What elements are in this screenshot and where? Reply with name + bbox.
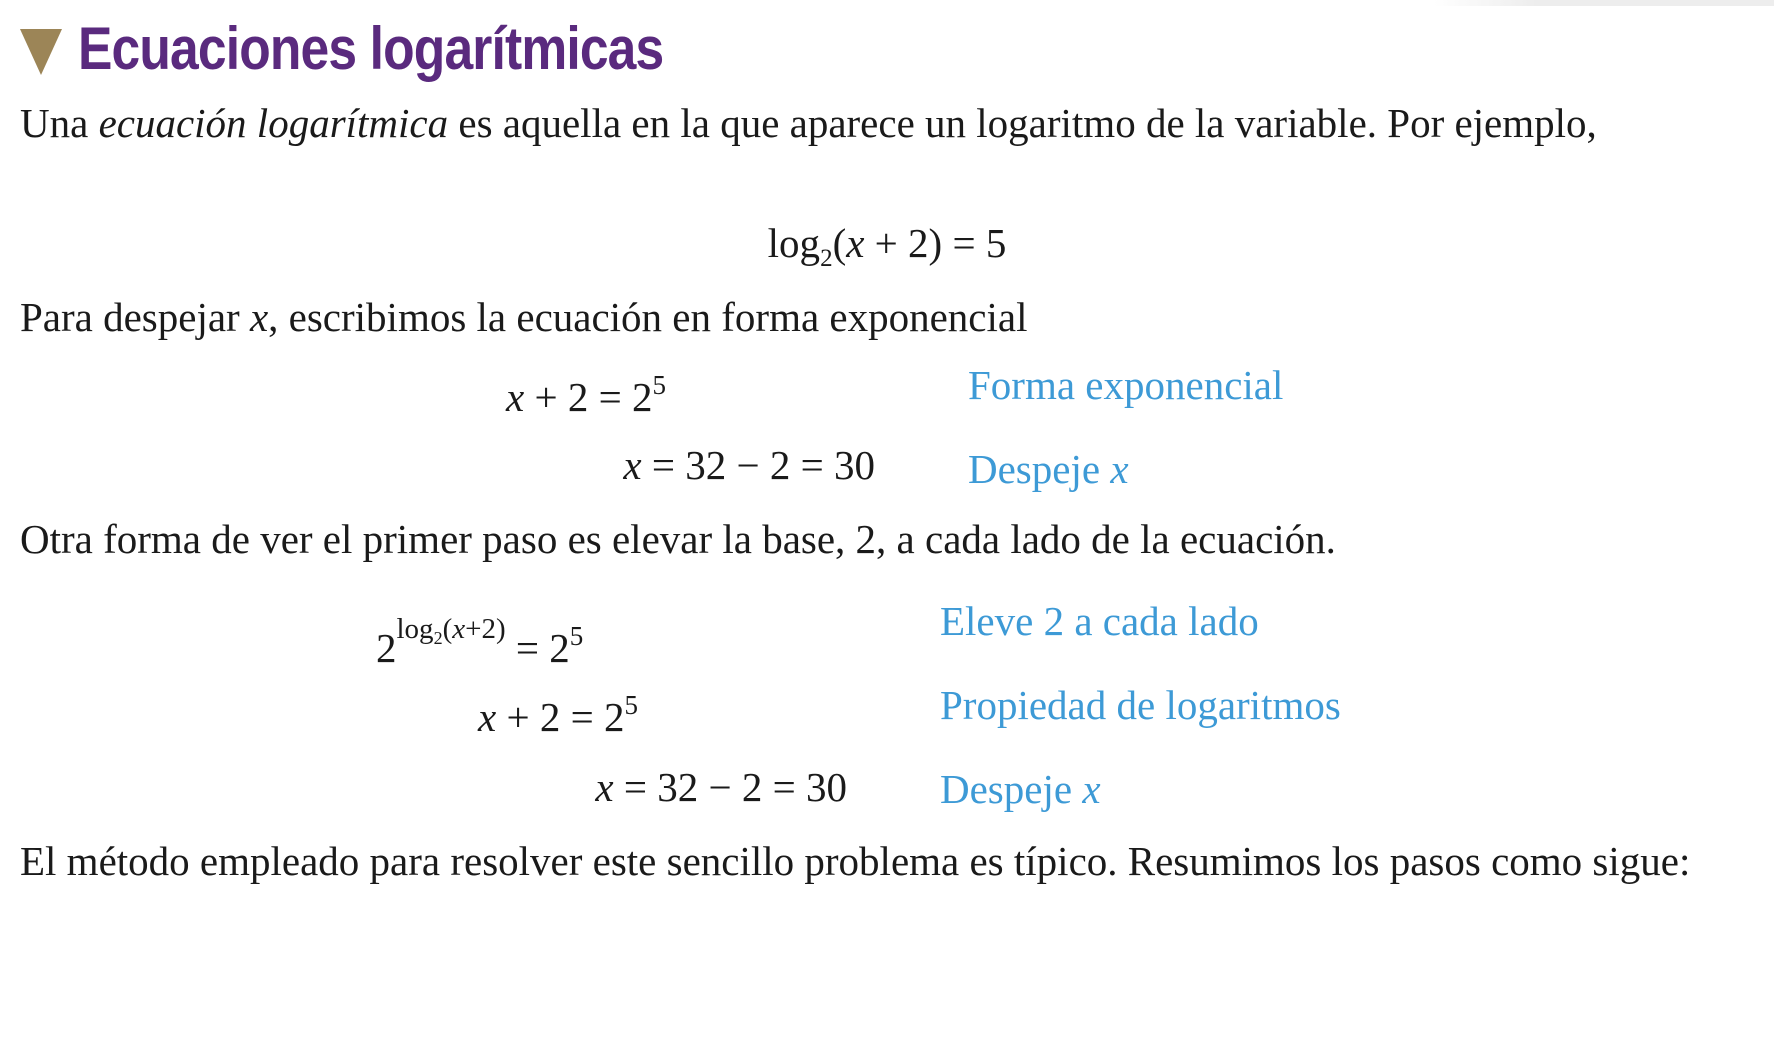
solve-paragraph — [20, 290, 1710, 344]
alt-step3-var: x — [595, 764, 614, 810]
step1-equation — [300, 360, 666, 422]
collapse-triangle-icon — [20, 29, 62, 75]
summary-paragraph — [20, 834, 1710, 888]
alt-step3-rest: = 32 − 2 = 30 — [613, 764, 847, 810]
alt-step2-exp: 5 — [624, 690, 638, 720]
alt-step1-exp-log-base: 2 — [433, 628, 443, 648]
alt-step1-base: 2 — [376, 625, 397, 671]
intro-term: ecuación logarítmica — [98, 100, 449, 146]
step1-var: x — [506, 374, 525, 420]
intro-text-after: es aquella en la que aparece un logaritmo de la variable. Por ejemplo, — [448, 100, 1597, 146]
step1-rest: + 2 = 2 — [524, 374, 653, 420]
alt-step1-rhs: = 2 — [505, 625, 570, 671]
alt-step1-rhs-exp: 5 — [569, 621, 584, 651]
alt-step2-var: x — [478, 694, 497, 740]
section-title: Ecuaciones logarítmicas — [78, 15, 664, 82]
section-heading — [20, 14, 759, 83]
alt-step2-rest: + 2 = 2 — [496, 694, 625, 740]
step2-var: x — [623, 442, 642, 488]
step2-note-var: x — [1110, 446, 1129, 492]
alt-step1-equation — [376, 604, 583, 673]
eq-var: x — [846, 220, 865, 266]
eq-rest: + 2) = 5 — [864, 220, 1007, 266]
alt-step3-note — [940, 764, 1101, 814]
alt-step1-exponent — [396, 613, 506, 648]
alternative-text: Otra forma de ver el primer paso es elevar la base, 2, a cada lado de la ecuación. — [20, 516, 1336, 562]
eq-log-base: 2 — [820, 245, 833, 272]
solve-text-after: , escribimos la ecuación en forma exponencial — [268, 294, 1028, 340]
example-equation — [0, 218, 1774, 284]
alternative-paragraph — [20, 512, 1710, 566]
alt-step1-exp-open: ( — [442, 613, 453, 645]
alt-step1-exp-log: log — [396, 613, 434, 645]
eq-open: ( — [832, 220, 847, 266]
eq-log: log — [767, 220, 821, 266]
alt-step1-note — [940, 596, 1259, 646]
alt-step2-note — [940, 680, 1341, 730]
alt-step3-note-var: x — [1082, 766, 1101, 812]
solve-text-before: Para despejar — [20, 294, 250, 340]
step1-note — [968, 360, 1283, 410]
step1-exp: 5 — [652, 370, 666, 400]
alt-step2-note-text: Propiedad de logaritmos — [940, 682, 1341, 728]
alt-step3-note-text: Despeje — [940, 766, 1083, 812]
alt-step1-exp-rest: +2) — [465, 613, 506, 645]
step2-equation — [300, 440, 875, 490]
step2-note-text: Despeje — [968, 446, 1111, 492]
intro-text-before: Una — [20, 100, 99, 146]
alt-step1-note-text: Eleve 2 a cada lado — [940, 598, 1259, 644]
intro-paragraph — [20, 96, 1710, 150]
summary-text: El método empleado para resolver este sencillo problema es típico. Resumimos los pasos como sigue: — [20, 838, 1691, 884]
page-corner-shade — [1434, 0, 1774, 6]
alt-step3-equation — [300, 762, 847, 812]
alt-step1-exp-var: x — [452, 613, 466, 645]
step2-rest: = 32 − 2 = 30 — [641, 442, 875, 488]
solve-var: x — [249, 294, 269, 340]
step1-note-text: Forma exponencial — [968, 362, 1284, 408]
step2-note — [968, 444, 1129, 494]
alt-step2-equation — [300, 680, 638, 742]
